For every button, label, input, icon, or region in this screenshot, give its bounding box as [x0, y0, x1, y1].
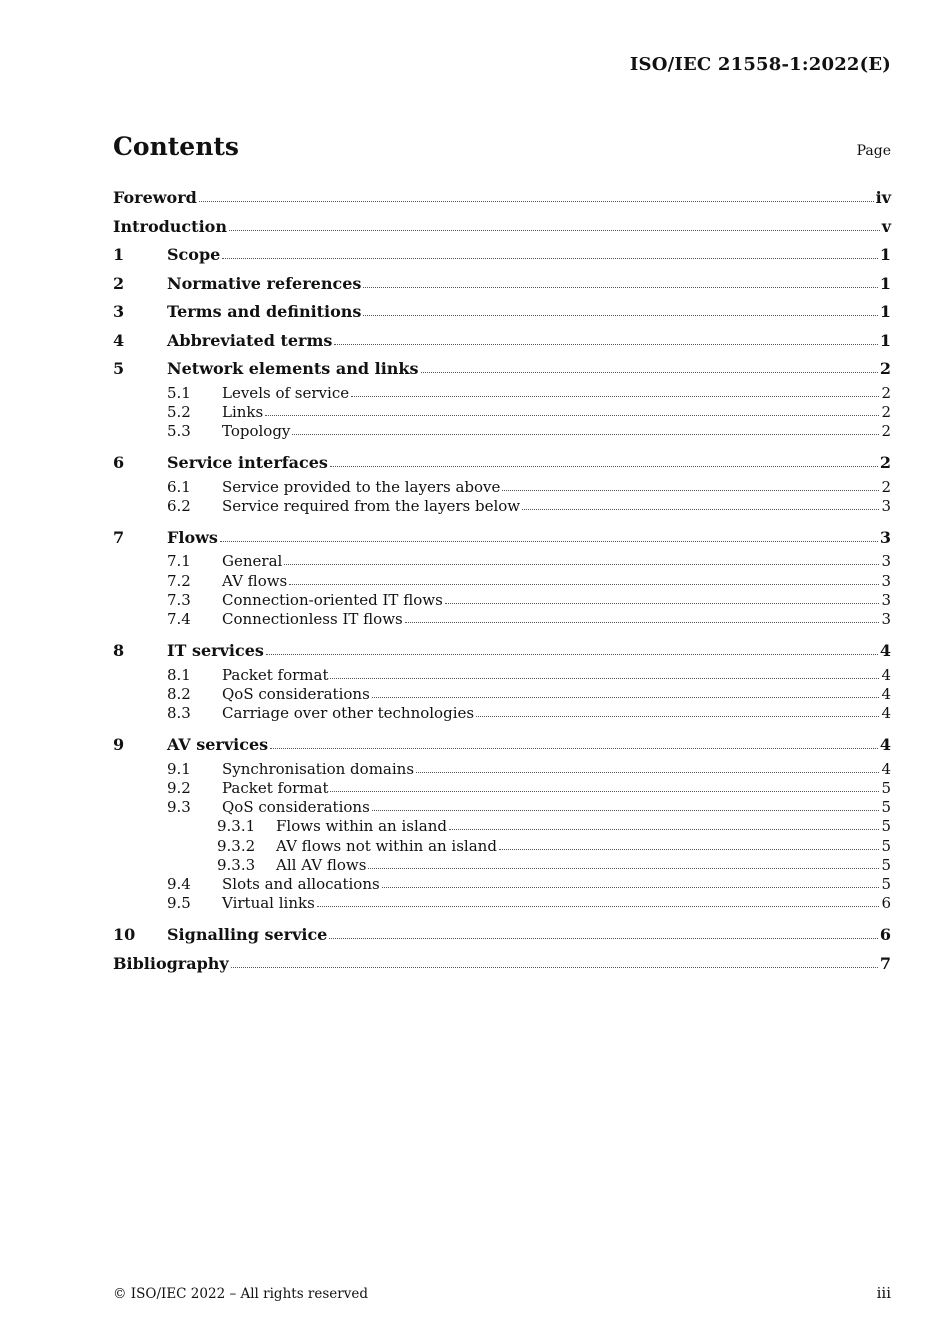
- toc-entry-number: 10: [113, 925, 136, 945]
- toc-entry-title: QoS considerations: [222, 798, 370, 817]
- toc-entry-title: Links: [222, 402, 264, 421]
- toc-entry-page: v: [881, 216, 891, 236]
- toc-dot-leader: [405, 611, 880, 623]
- toc-entry-number: 9: [113, 735, 125, 755]
- toc-entry-title: Terms and definitions: [167, 302, 362, 321]
- toc-entry[interactable]: [113, 856, 891, 875]
- toc-entry-title: Levels of service: [222, 383, 350, 402]
- toc-entry-page: 3: [881, 590, 891, 609]
- toc-entry[interactable]: [113, 875, 891, 894]
- page-number: iii: [876, 1284, 891, 1302]
- toc-entry-title: Connection-oriented IT flows: [222, 590, 443, 609]
- toc-entry-page: 4: [881, 704, 891, 723]
- toc-entry-title: AV flows: [222, 571, 288, 590]
- toc-entry[interactable]: [113, 241, 891, 270]
- toc-dot-leader: [502, 478, 879, 490]
- toc-entry-page: 2: [879, 453, 891, 473]
- toc-dot-leader: [363, 303, 877, 316]
- toc-entry-page: 5: [881, 855, 891, 874]
- toc-dot-leader: [220, 529, 878, 542]
- toc-entry-number: 2: [113, 273, 125, 293]
- toc-entry-title: AV flows not within an island: [276, 836, 497, 855]
- toc-entry-page: 3: [881, 610, 891, 628]
- page-title: Contents: [113, 132, 240, 161]
- toc-entry-number: 5.3: [167, 421, 191, 440]
- toc-dot-leader: [372, 686, 880, 698]
- toc-entry-title: General: [222, 552, 283, 571]
- toc-entry-number: 5: [113, 359, 125, 378]
- toc-entry[interactable]: [113, 731, 891, 760]
- toc-entry[interactable]: [113, 798, 891, 817]
- toc-dot-leader: [476, 705, 879, 717]
- toc-entry-title: Slots and allocations: [222, 874, 380, 893]
- toc-entry-number: 4: [113, 330, 125, 350]
- toc-entry-title: Bibliography: [113, 953, 229, 973]
- toc-entry-number: 5.1: [167, 383, 191, 402]
- toc-entry[interactable]: [113, 950, 891, 979]
- copyright-notice: © ISO/IEC 2022 – All rights reserved: [113, 1286, 368, 1302]
- toc-entry-title: Normative references: [167, 273, 362, 293]
- toc-entry[interactable]: [113, 449, 891, 478]
- toc-entry-number: 7.2: [167, 571, 191, 590]
- toc-entry-page: 3: [881, 552, 891, 571]
- toc-entry-title: Service required from the layers below: [222, 496, 521, 515]
- toc-entry[interactable]: [113, 327, 891, 356]
- toc-entry[interactable]: [113, 921, 891, 950]
- toc-entry[interactable]: [113, 298, 891, 327]
- toc-entry-number: 8.3: [167, 704, 191, 723]
- toc-dot-leader: [522, 498, 879, 510]
- toc-dot-leader: [449, 818, 879, 830]
- toc-entry-number: 3: [113, 302, 125, 321]
- toc-entry-page: 3: [879, 527, 891, 547]
- toc-dot-leader: [284, 553, 879, 565]
- toc-entry[interactable]: [113, 591, 891, 610]
- table-of-contents: [113, 184, 891, 978]
- toc-entry-page: 5: [881, 778, 891, 797]
- toc-dot-leader: [330, 780, 879, 792]
- toc-entry-page: 1: [879, 302, 891, 321]
- toc-entry-title: Synchronisation domains: [222, 759, 415, 778]
- toc-entry[interactable]: [113, 779, 891, 798]
- toc-dot-leader: [382, 876, 880, 888]
- toc-entry-number: 8: [113, 641, 125, 661]
- toc-entry-title: Signalling service: [167, 925, 328, 945]
- toc-entry[interactable]: [113, 837, 891, 856]
- toc-entry-title: Scope: [167, 245, 221, 264]
- toc-entry[interactable]: [113, 685, 891, 704]
- toc-entry-page: 3: [881, 496, 891, 515]
- toc-entry[interactable]: [113, 184, 891, 213]
- toc-entry-number: 9.3.3: [217, 855, 256, 874]
- toc-dot-leader: [289, 572, 879, 584]
- toc-entry[interactable]: [113, 637, 891, 666]
- toc-entry-title: All AV flows: [276, 855, 367, 874]
- toc-entry-page: 2: [879, 359, 891, 378]
- toc-entry-number: 5.2: [167, 402, 191, 421]
- toc-entry-title: Flows: [167, 527, 218, 547]
- toc-entry-title: Service interfaces: [167, 453, 328, 473]
- toc-dot-leader: [499, 837, 880, 849]
- toc-entry-page: 2: [881, 402, 891, 421]
- toc-dot-leader: [329, 926, 878, 939]
- toc-dot-leader: [334, 332, 877, 345]
- toc-entry-page: 2: [881, 383, 891, 402]
- toc-entry-title: Network elements and links: [167, 359, 419, 378]
- toc-entry[interactable]: [113, 497, 891, 516]
- toc-entry-page: 3: [881, 571, 891, 590]
- toc-entry-number: 9.3.1: [217, 817, 256, 836]
- toc-dot-leader: [421, 360, 878, 373]
- toc-dot-leader: [270, 736, 878, 749]
- toc-entry-title: Topology: [222, 421, 291, 440]
- toc-entry-page: 2: [881, 477, 891, 496]
- toc-entry-number: 6: [113, 453, 125, 473]
- toc-dot-leader: [363, 275, 877, 288]
- toc-entry-page: 5: [881, 874, 891, 893]
- toc-dot-leader: [222, 246, 878, 259]
- toc-dot-leader: [317, 895, 880, 907]
- toc-entry-number: 7.3: [167, 590, 191, 609]
- toc-entry-title: IT services: [167, 641, 264, 661]
- toc-entry-title: Service provided to the layers above: [222, 477, 501, 496]
- toc-entry[interactable]: [113, 524, 891, 553]
- toc-entry-title: QoS considerations: [222, 684, 370, 703]
- toc-entry-title: Introduction: [113, 216, 227, 236]
- toc-entry-number: 9.3: [167, 798, 191, 817]
- toc-entry[interactable]: [113, 478, 891, 497]
- toc-entry-number: 7.4: [167, 610, 191, 628]
- toc-entry-page: 1: [879, 330, 891, 350]
- toc-entry-title: Packet format: [222, 778, 329, 797]
- toc-entry[interactable]: [113, 422, 891, 441]
- toc-entry-page: 4: [879, 735, 891, 755]
- toc-dot-leader: [416, 761, 879, 773]
- toc-entry-title: Abbreviated terms: [167, 330, 333, 350]
- toc-entry[interactable]: [113, 666, 891, 685]
- toc-entry-title: AV services: [167, 735, 269, 755]
- toc-entry-page: 2: [881, 421, 891, 440]
- toc-dot-leader: [266, 642, 878, 655]
- toc-entry[interactable]: [113, 552, 891, 571]
- toc-entry-number: 7.1: [167, 552, 191, 571]
- toc-dot-leader: [330, 454, 878, 467]
- toc-entry-page: 4: [879, 641, 891, 661]
- toc-entry[interactable]: [113, 572, 891, 591]
- toc-dot-leader: [231, 955, 878, 968]
- toc-entry-number: 6.2: [167, 496, 191, 515]
- toc-entry-page: 5: [881, 798, 891, 817]
- toc-entry-title: Virtual links: [222, 894, 315, 913]
- toc-dot-leader: [351, 384, 879, 396]
- toc-entry-page: 6: [879, 925, 891, 945]
- toc-entry[interactable]: [113, 384, 891, 403]
- toc-entry-page: 5: [881, 817, 891, 836]
- toc-entry[interactable]: [113, 213, 891, 242]
- page-column-label: Page: [856, 143, 891, 159]
- toc-entry-page: 4: [881, 759, 891, 778]
- toc-entry-number: 9.5: [167, 894, 191, 913]
- toc-entry-page: iv: [875, 188, 891, 207]
- toc-entry-page: 1: [879, 245, 891, 264]
- toc-entry-title: Packet format: [222, 665, 329, 684]
- toc-entry-number: 8.2: [167, 684, 191, 703]
- toc-entry-number: 9.1: [167, 759, 191, 778]
- toc-entry[interactable]: [113, 894, 891, 913]
- toc-entry-title: Connectionless IT flows: [222, 610, 403, 628]
- toc-entry-page: 6: [881, 894, 891, 913]
- toc-dot-leader: [265, 403, 879, 415]
- toc-entry-number: 9.4: [167, 874, 191, 893]
- toc-entry[interactable]: [113, 704, 891, 723]
- toc-dot-leader: [368, 856, 879, 868]
- toc-dot-leader: [292, 423, 879, 435]
- toc-entry-number: 9.2: [167, 778, 191, 797]
- toc-entry-page: 7: [879, 953, 891, 973]
- toc-entry[interactable]: [113, 817, 891, 836]
- toc-entry[interactable]: [113, 610, 891, 629]
- toc-entry[interactable]: [113, 403, 891, 422]
- toc-entry-page: 5: [881, 836, 891, 855]
- toc-entry-page: 1: [879, 273, 891, 293]
- toc-entry-number: 8.1: [167, 665, 191, 684]
- toc-dot-leader: [229, 218, 880, 231]
- toc-entry-page: 4: [881, 665, 891, 684]
- toc-entry-number: 1: [113, 245, 125, 264]
- toc-entry-number: 9.3.2: [217, 836, 256, 855]
- toc-entry-title: Flows within an island: [276, 817, 447, 836]
- toc-dot-leader: [445, 592, 880, 604]
- toc-entry-number: 7: [113, 527, 125, 547]
- toc-entry[interactable]: [113, 760, 891, 779]
- document-id: ISO/IEC 21558-1:2022(E): [629, 54, 891, 75]
- toc-entry-title: Carriage over other technologies: [222, 704, 475, 723]
- toc-entry[interactable]: [113, 355, 891, 384]
- toc-entry[interactable]: [113, 270, 891, 299]
- toc-entry-title: Foreword: [113, 188, 197, 207]
- toc-dot-leader: [372, 799, 880, 811]
- toc-dot-leader: [330, 666, 879, 678]
- toc-dot-leader: [199, 189, 874, 202]
- toc-entry-page: 4: [881, 684, 891, 703]
- toc-entry-number: 6.1: [167, 477, 191, 496]
